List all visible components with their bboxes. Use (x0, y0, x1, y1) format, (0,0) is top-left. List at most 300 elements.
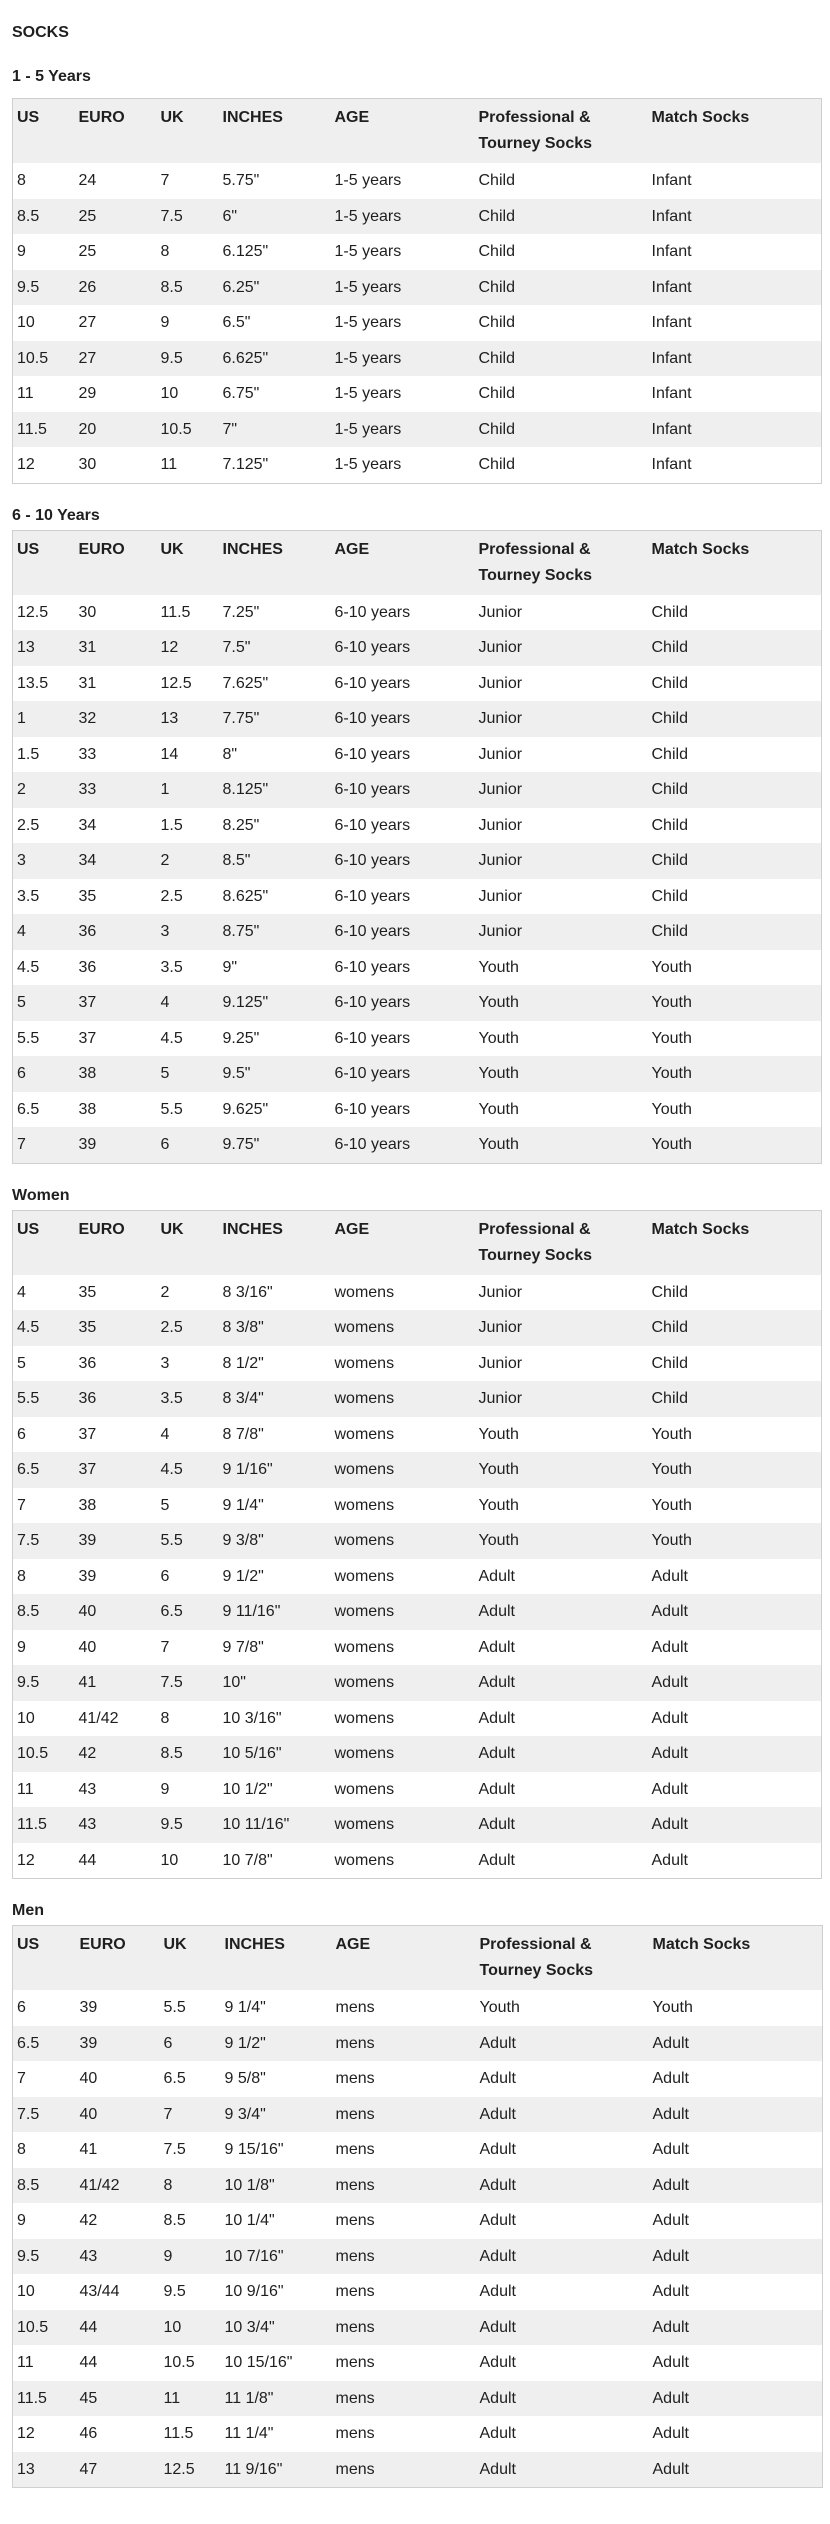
cell-euro: 33 (75, 737, 157, 773)
cell-match: Adult (649, 2061, 823, 2097)
table-row (13, 1523, 822, 1559)
cell-us: 11 (13, 376, 75, 412)
cell-uk: 4 (157, 1417, 219, 1453)
cell-pro-tourney: Youth (475, 1452, 648, 1488)
cell-inches: 10 7/8" (219, 1843, 331, 1879)
cell-us: 8.5 (13, 199, 75, 235)
table-row (13, 950, 822, 986)
table-row (13, 2026, 823, 2062)
cell-uk: 4.5 (157, 1021, 219, 1057)
table-row (13, 2345, 823, 2381)
cell-match: Adult (648, 1630, 822, 1666)
cell-us: 13 (13, 2452, 76, 2488)
cell-us: 7 (13, 2061, 76, 2097)
cell-match: Youth (648, 950, 822, 986)
cell-euro: 39 (76, 1990, 160, 2026)
cell-euro: 41 (76, 2132, 160, 2168)
column-header-pro-tourney: Professional & Tourney Socks (475, 530, 648, 595)
cell-inches: 8 1/2" (219, 1346, 331, 1382)
table-row (13, 808, 822, 844)
column-header-age: AGE (331, 99, 475, 164)
cell-us: 10 (13, 305, 75, 341)
cell-inches: 9 1/2" (221, 2026, 332, 2062)
cell-us: 7.5 (13, 1523, 75, 1559)
cell-pro-tourney: Adult (476, 2310, 649, 2346)
cell-match: Child (648, 1310, 822, 1346)
cell-inches: 9 7/8" (219, 1630, 331, 1666)
cell-pro-tourney: Child (475, 447, 648, 483)
page-title: SOCKS (12, 24, 69, 41)
cell-match: Infant (648, 412, 822, 448)
cell-uk: 7.5 (157, 1665, 219, 1701)
cell-age: womens (331, 1381, 475, 1417)
cell-pro-tourney: Adult (476, 2026, 649, 2062)
column-header-pro-tourney: Professional & Tourney Socks (476, 1926, 649, 1991)
column-header-us: US (13, 99, 75, 164)
table-row (13, 447, 822, 483)
cell-euro: 36 (75, 1381, 157, 1417)
cell-age: womens (331, 1772, 475, 1808)
size-table (12, 98, 822, 484)
cell-inches: 8 3/4" (219, 1381, 331, 1417)
cell-match: Adult (648, 1594, 822, 1630)
cell-age: mens (332, 2061, 476, 2097)
cell-euro: 45 (76, 2381, 160, 2417)
table-header-row (13, 530, 822, 595)
cell-us: 3 (13, 843, 75, 879)
cell-us: 4.5 (13, 1310, 75, 1346)
cell-euro: 43/44 (76, 2274, 160, 2310)
cell-uk: 3 (157, 914, 219, 950)
column-header-euro: EURO (75, 530, 157, 595)
cell-inches: 9" (219, 950, 331, 986)
cell-age: womens (331, 1275, 475, 1311)
cell-inches: 5.75" (219, 163, 331, 199)
cell-us: 9.5 (13, 270, 75, 306)
cell-euro: 39 (75, 1127, 157, 1163)
cell-us: 1 (13, 701, 75, 737)
cell-euro: 38 (75, 1488, 157, 1524)
cell-age: 1-5 years (331, 270, 475, 306)
cell-euro: 38 (75, 1092, 157, 1128)
cell-pro-tourney: Adult (476, 2239, 649, 2275)
cell-pro-tourney: Adult (475, 1559, 648, 1595)
table-row (13, 1807, 822, 1843)
cell-uk: 9 (157, 305, 219, 341)
cell-euro: 40 (75, 1594, 157, 1630)
cell-age: mens (332, 2416, 476, 2452)
cell-pro-tourney: Junior (475, 737, 648, 773)
column-header-age: AGE (331, 530, 475, 595)
cell-pro-tourney: Junior (475, 808, 648, 844)
cell-pro-tourney: Adult (475, 1736, 648, 1772)
cell-inches: 9 5/8" (221, 2061, 332, 2097)
cell-match: Youth (649, 1990, 823, 2026)
table-row (13, 2416, 823, 2452)
cell-pro-tourney: Child (475, 376, 648, 412)
cell-match: Adult (649, 2097, 823, 2133)
cell-age: 1-5 years (331, 234, 475, 270)
cell-age: 6-10 years (331, 985, 475, 1021)
table-header-row (13, 99, 822, 164)
cell-us: 12 (13, 447, 75, 483)
cell-match: Adult (649, 2274, 823, 2310)
cell-us: 13 (13, 630, 75, 666)
cell-inches: 8" (219, 737, 331, 773)
cell-pro-tourney: Junior (475, 1381, 648, 1417)
cell-uk: 14 (157, 737, 219, 773)
cell-inches: 10 1/4" (221, 2203, 332, 2239)
cell-pro-tourney: Child (475, 163, 648, 199)
cell-uk: 5.5 (157, 1523, 219, 1559)
table-row (13, 595, 822, 631)
size-table (12, 1210, 822, 1880)
table-row (13, 1021, 822, 1057)
table-row (13, 2452, 823, 2488)
cell-uk: 11 (157, 447, 219, 483)
cell-match: Adult (649, 2310, 823, 2346)
cell-inches: 9.75" (219, 1127, 331, 1163)
size-section (12, 1164, 802, 1880)
cell-age: 6-10 years (331, 595, 475, 631)
cell-age: 6-10 years (331, 914, 475, 950)
cell-age: mens (332, 2168, 476, 2204)
table-row (13, 1452, 822, 1488)
cell-pro-tourney: Youth (475, 1021, 648, 1057)
cell-age: womens (331, 1843, 475, 1879)
column-header-uk: UK (160, 1926, 221, 1991)
cell-match: Child (648, 879, 822, 915)
cell-us: 11.5 (13, 2381, 76, 2417)
cell-euro: 44 (75, 1843, 157, 1879)
column-header-pro-tourney: Professional & Tourney Socks (475, 1210, 648, 1275)
cell-us: 3.5 (13, 879, 75, 915)
cell-pro-tourney: Junior (475, 1275, 648, 1311)
cell-match: Child (648, 630, 822, 666)
cell-inches: 9 1/4" (219, 1488, 331, 1524)
cell-age: 6-10 years (331, 950, 475, 986)
cell-pro-tourney: Adult (476, 2452, 649, 2488)
cell-age: womens (331, 1665, 475, 1701)
cell-age: 1-5 years (331, 163, 475, 199)
cell-us: 11 (13, 2345, 76, 2381)
table-row (13, 2274, 823, 2310)
cell-pro-tourney: Youth (475, 1056, 648, 1092)
cell-age: mens (332, 2132, 476, 2168)
table-row (13, 630, 822, 666)
cell-inches: 10 7/16" (221, 2239, 332, 2275)
cell-age: womens (331, 1701, 475, 1737)
cell-us: 8 (13, 2132, 76, 2168)
cell-uk: 13 (157, 701, 219, 737)
cell-pro-tourney: Junior (475, 666, 648, 702)
cell-us: 4 (13, 1275, 75, 1311)
cell-match: Infant (648, 341, 822, 377)
cell-inches: 8.75" (219, 914, 331, 950)
table-row (13, 1488, 822, 1524)
cell-us: 5.5 (13, 1021, 75, 1057)
cell-age: womens (331, 1488, 475, 1524)
cell-pro-tourney: Child (475, 199, 648, 235)
cell-euro: 35 (75, 1310, 157, 1346)
cell-uk: 9 (157, 1772, 219, 1808)
cell-match: Youth (648, 1488, 822, 1524)
cell-euro: 39 (75, 1523, 157, 1559)
cell-match: Adult (649, 2452, 823, 2488)
cell-euro: 41 (75, 1665, 157, 1701)
cell-us: 6 (13, 1990, 76, 2026)
column-header-uk: UK (157, 99, 219, 164)
cell-us: 10.5 (13, 2310, 76, 2346)
cell-inches: 10 9/16" (221, 2274, 332, 2310)
cell-euro: 35 (75, 879, 157, 915)
table-row (13, 2168, 823, 2204)
cell-euro: 30 (75, 447, 157, 483)
cell-match: Youth (648, 1417, 822, 1453)
cell-us: 8 (13, 163, 75, 199)
cell-us: 6.5 (13, 1092, 75, 1128)
cell-match: Child (648, 843, 822, 879)
cell-pro-tourney: Adult (475, 1772, 648, 1808)
cell-euro: 37 (75, 1452, 157, 1488)
cell-age: mens (332, 2310, 476, 2346)
cell-age: mens (332, 2026, 476, 2062)
cell-uk: 9.5 (157, 341, 219, 377)
cell-inches: 6.625" (219, 341, 331, 377)
cell-euro: 31 (75, 630, 157, 666)
table-row (13, 1275, 822, 1311)
cell-us: 9 (13, 2203, 76, 2239)
table-row (13, 2381, 823, 2417)
cell-match: Child (648, 737, 822, 773)
table-row (13, 1665, 822, 1701)
cell-age: 6-10 years (331, 1092, 475, 1128)
cell-match: Infant (648, 199, 822, 235)
cell-age: 1-5 years (331, 341, 475, 377)
table-row (13, 1310, 822, 1346)
cell-us: 7 (13, 1488, 75, 1524)
cell-match: Child (648, 595, 822, 631)
table-row (13, 1056, 822, 1092)
cell-uk: 10 (157, 1843, 219, 1879)
cell-age: womens (331, 1346, 475, 1382)
cell-euro: 40 (76, 2097, 160, 2133)
cell-pro-tourney: Adult (476, 2345, 649, 2381)
cell-inches: 10" (219, 1665, 331, 1701)
cell-match: Infant (648, 163, 822, 199)
cell-uk: 7.5 (160, 2132, 221, 2168)
cell-inches: 7.75" (219, 701, 331, 737)
cell-match: Adult (648, 1843, 822, 1879)
cell-us: 12 (13, 1843, 75, 1879)
cell-inches: 10 3/4" (221, 2310, 332, 2346)
cell-uk: 11 (160, 2381, 221, 2417)
cell-inches: 9 3/8" (219, 1523, 331, 1559)
cell-match: Adult (649, 2416, 823, 2452)
cell-pro-tourney: Youth (475, 950, 648, 986)
cell-inches: 7" (219, 412, 331, 448)
column-header-age: AGE (332, 1926, 476, 1991)
cell-match: Adult (649, 2345, 823, 2381)
cell-us: 9 (13, 234, 75, 270)
cell-uk: 6.5 (157, 1594, 219, 1630)
cell-pro-tourney: Child (475, 234, 648, 270)
table-row (13, 1559, 822, 1595)
cell-match: Child (648, 701, 822, 737)
cell-match: Child (648, 914, 822, 950)
cell-euro: 42 (75, 1736, 157, 1772)
cell-match: Youth (648, 1523, 822, 1559)
cell-inches: 9.25" (219, 1021, 331, 1057)
table-header-row (13, 1210, 822, 1275)
cell-uk: 3 (157, 1346, 219, 1382)
cell-inches: 8.625" (219, 879, 331, 915)
table-row (13, 1701, 822, 1737)
cell-uk: 6.5 (160, 2061, 221, 2097)
cell-uk: 10 (160, 2310, 221, 2346)
cell-uk: 9 (160, 2239, 221, 2275)
cell-uk: 6 (157, 1127, 219, 1163)
table-row (13, 2310, 823, 2346)
cell-uk: 11.5 (157, 595, 219, 631)
cell-match: Adult (649, 2026, 823, 2062)
cell-uk: 3.5 (157, 950, 219, 986)
cell-age: 1-5 years (331, 412, 475, 448)
cell-inches: 8.5" (219, 843, 331, 879)
cell-match: Child (648, 666, 822, 702)
table-row (13, 376, 822, 412)
section-heading: Men (12, 1902, 44, 1919)
cell-euro: 36 (75, 1346, 157, 1382)
cell-pro-tourney: Adult (475, 1843, 648, 1879)
cell-uk: 2.5 (157, 879, 219, 915)
cell-us: 10.5 (13, 1736, 75, 1772)
cell-pro-tourney: Child (475, 270, 648, 306)
cell-inches: 7.625" (219, 666, 331, 702)
cell-uk: 4 (157, 985, 219, 1021)
cell-age: mens (332, 2097, 476, 2133)
column-header-inches: INCHES (219, 1210, 331, 1275)
cell-euro: 27 (75, 341, 157, 377)
cell-pro-tourney: Adult (476, 2061, 649, 2097)
cell-age: 6-10 years (331, 879, 475, 915)
cell-pro-tourney: Child (475, 305, 648, 341)
cell-uk: 8 (157, 234, 219, 270)
table-row (13, 701, 822, 737)
cell-euro: 39 (76, 2026, 160, 2062)
cell-us: 10 (13, 1701, 75, 1737)
table-row (13, 843, 822, 879)
cell-inches: 10 5/16" (219, 1736, 331, 1772)
cell-uk: 8.5 (160, 2203, 221, 2239)
table-row (13, 305, 822, 341)
table-row (13, 879, 822, 915)
cell-pro-tourney: Adult (475, 1665, 648, 1701)
cell-us: 9 (13, 1630, 75, 1666)
cell-inches: 9.625" (219, 1092, 331, 1128)
cell-pro-tourney: Junior (475, 879, 648, 915)
cell-inches: 8 3/16" (219, 1275, 331, 1311)
table-row (13, 1736, 822, 1772)
table-header-row (13, 1926, 823, 1991)
cell-inches: 9 3/4" (221, 2097, 332, 2133)
cell-age: 6-10 years (331, 843, 475, 879)
cell-us: 7.5 (13, 2097, 76, 2133)
cell-us: 5.5 (13, 1381, 75, 1417)
cell-us: 5 (13, 985, 75, 1021)
column-header-match: Match Socks (648, 1210, 822, 1275)
cell-euro: 38 (75, 1056, 157, 1092)
column-header-us: US (13, 1926, 76, 1991)
table-row (13, 1417, 822, 1453)
cell-age: mens (332, 2203, 476, 2239)
cell-match: Adult (648, 1559, 822, 1595)
section-heading: 1 - 5 Years (12, 68, 91, 85)
cell-inches: 8 7/8" (219, 1417, 331, 1453)
cell-pro-tourney: Junior (475, 843, 648, 879)
cell-age: 6-10 years (331, 1056, 475, 1092)
table-row (13, 2061, 823, 2097)
column-header-euro: EURO (75, 1210, 157, 1275)
size-section (12, 484, 802, 1164)
cell-inches: 8.25" (219, 808, 331, 844)
cell-us: 12 (13, 2416, 76, 2452)
cell-age: womens (331, 1736, 475, 1772)
cell-euro: 44 (76, 2345, 160, 2381)
cell-us: 4.5 (13, 950, 75, 986)
cell-uk: 5.5 (160, 1990, 221, 2026)
cell-uk: 11.5 (160, 2416, 221, 2452)
cell-us: 10 (13, 2274, 76, 2310)
cell-uk: 2.5 (157, 1310, 219, 1346)
cell-euro: 37 (75, 985, 157, 1021)
cell-age: womens (331, 1452, 475, 1488)
cell-match: Youth (648, 1092, 822, 1128)
cell-uk: 5.5 (157, 1092, 219, 1128)
table-row (13, 666, 822, 702)
cell-inches: 11 1/8" (221, 2381, 332, 2417)
cell-uk: 10.5 (160, 2345, 221, 2381)
cell-pro-tourney: Junior (475, 701, 648, 737)
column-header-inches: INCHES (221, 1926, 332, 1991)
section-heading: 6 - 10 Years (12, 506, 100, 524)
cell-pro-tourney: Junior (475, 772, 648, 808)
cell-euro: 42 (76, 2203, 160, 2239)
cell-inches: 10 1/2" (219, 1772, 331, 1808)
cell-uk: 5 (157, 1056, 219, 1092)
cell-us: 1.5 (13, 737, 75, 773)
cell-us: 12.5 (13, 595, 75, 631)
cell-pro-tourney: Adult (476, 2416, 649, 2452)
cell-age: mens (332, 2345, 476, 2381)
cell-us: 8.5 (13, 1594, 75, 1630)
cell-us: 9.5 (13, 1665, 75, 1701)
cell-inches: 6" (219, 199, 331, 235)
cell-inches: 6.25" (219, 270, 331, 306)
table-row (13, 2239, 823, 2275)
cell-euro: 37 (75, 1021, 157, 1057)
cell-euro: 41/42 (75, 1701, 157, 1737)
cell-pro-tourney: Junior (475, 1310, 648, 1346)
cell-euro: 35 (75, 1275, 157, 1311)
cell-us: 11.5 (13, 412, 75, 448)
cell-age: womens (331, 1594, 475, 1630)
table-row (13, 234, 822, 270)
cell-uk: 12.5 (160, 2452, 221, 2488)
cell-match: Infant (648, 234, 822, 270)
cell-pro-tourney: Junior (475, 595, 648, 631)
cell-us: 6 (13, 1056, 75, 1092)
